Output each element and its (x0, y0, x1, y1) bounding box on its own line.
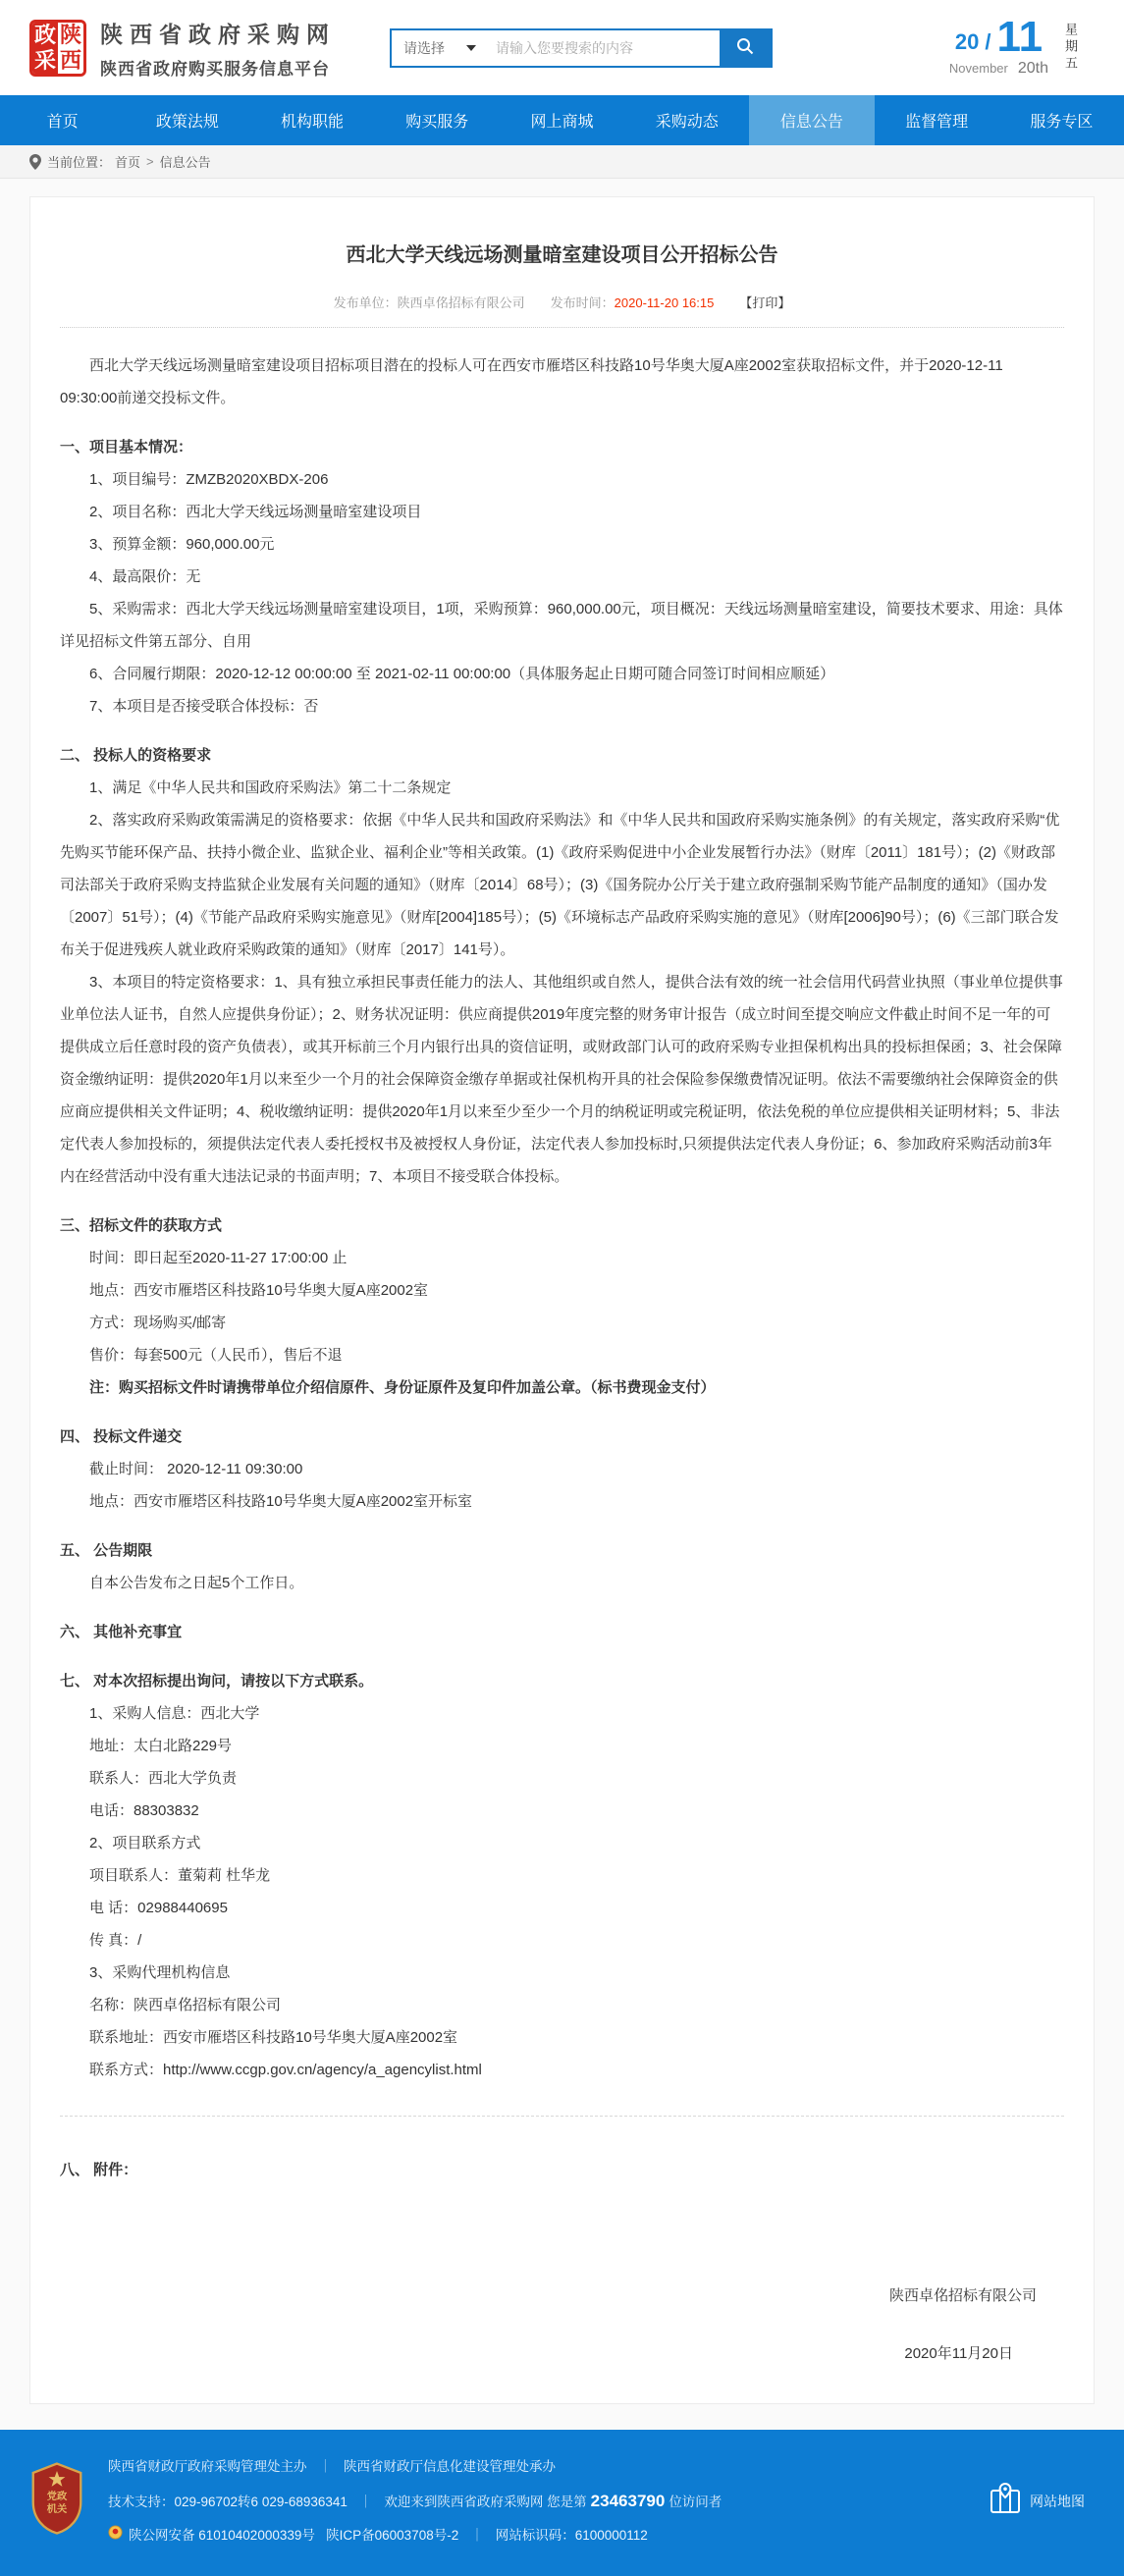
section-heading: 四、 投标文件递交 (60, 1428, 183, 1445)
svg-text:机关: 机关 (46, 2504, 68, 2516)
section-item: 注：购买招标文件时请携带单位介绍信原件、身份证原件及复印件加盖公章。（标书费现金支付） (89, 1379, 716, 1396)
nav-item-purchase-service[interactable]: 购买服务 (405, 114, 469, 131)
section-item: 电话：88303832 (89, 1802, 199, 1819)
footer-welcome: 欢迎来到陕西省政府采购网 您是第 (384, 2495, 587, 2510)
section-heading: 五、 公告期限 (60, 1542, 153, 1559)
logo-char: 陕 (59, 22, 81, 47)
section-item: 联系地址：西安市雁塔区科技路10号华奥大厦A座2002室 (89, 2029, 458, 2046)
section-heading: 三、招标文件的获取方式 (60, 1217, 223, 1234)
visitor-count: 23463790 (590, 2492, 666, 2511)
nav-item-procurement-news[interactable]: 采购动态 (655, 114, 719, 131)
site-titles (100, 17, 336, 80)
date-widget (948, 12, 1102, 79)
footer-tech-support: 技术支持：029-96702转6 029-68936341 (108, 2495, 348, 2510)
section-item: 2、项目联系方式 (89, 1835, 201, 1852)
breadcrumb-label: 当前位置： (47, 155, 112, 170)
signature-company: 陕西卓佲招标有限公司 (888, 2287, 1037, 2304)
publish-time-value: 2020-11-20 16:15 (614, 295, 715, 310)
search-bar (390, 28, 773, 68)
footer-line-3: 陕公网安备 61010402000339号 陕ICP备06003708号-2 ｜ 网站标识码：6100000112 (108, 2520, 722, 2550)
nav-list (0, 95, 1124, 145)
police-badge-icon (108, 2520, 123, 2550)
signature-block (60, 2280, 1064, 2370)
section-item: 项目联系人：董菊莉 杜华龙 (89, 1867, 271, 1884)
top-header (0, 0, 1124, 95)
sections-container (60, 431, 1064, 2186)
footer-visitor-suffix: 位访问者 (669, 2495, 723, 2510)
section-item: 1、采购人信息：西北大学 (89, 1705, 260, 1722)
section-item: 地点：西安市雁塔区科技路10号华奥大厦A座2002室开标室 (89, 1493, 473, 1510)
section-item: 3、采购代理机构信息 (89, 1964, 231, 1981)
publish-time: 发布时间：2020-11-20 16:15 (550, 295, 715, 310)
intro-paragraph: 西北大学天线远场测量暗室建设项目招标项目潜在的投标人可在西安市雁塔区科技路10号华奥大厦A座2002室获取招标文件，并于2020-12-11 09:30:00前递交投标文件。 (60, 357, 1003, 406)
section-item: 3、本项目的特定资格要求：1、具有独立承担民事责任能力的法人、其他组织或自然人，提供合法有效的统一社会信用代码营业执照（事业单位提供事业单位法人证书，自然人应提供身份证）；2、财务状况证明：供应商提供2019年度完整的财务审计报告（成立时间至提交响应文件截止时间不足一年的可提供成立后任意时段的资产负债表），或其开标前三个月内银行出具的资信证明，或财政部门认可的政府采购专业担保机构出具的投标担保函；3、社会保障资金缴纳证明：提供2020年1月以来至少一个月的社会保障资金缴存单据或社保机构开具的社会保险参保缴费情况证明。依法不需要缴纳社会保障资金的供应商应提供相关文件证明；4、税收缴纳证明：提供2020年1月以来至少至少一个月的纳税证明或完税证明，依法免税的单位应提供相关证明材料；5、非法定代表人参加投标的，须提供法定代表人委托授权书及被授权人身份证，法定代表人参加投标时,只须提供法定代表人身份证；6、参加政府采购活动前3年内在经营活动中没有重大违法记录的书面声明；7、本项目不接受联合体投标。 (60, 974, 1063, 1185)
section-item: 联系人：西北大学负责 (89, 1770, 238, 1787)
section-heading: 二、 投标人的资格要求 (60, 747, 212, 764)
announcement-card (29, 196, 1095, 2404)
sitemap-label: 网站地图 (1030, 2493, 1085, 2509)
logo-char: 政 (33, 22, 56, 47)
nav-item-functions[interactable]: 机构职能 (281, 114, 345, 131)
search-icon (735, 36, 755, 59)
logo-char: 采 (33, 47, 56, 73)
nav-item-service-zone[interactable]: 服务专区 (1030, 114, 1094, 131)
breadcrumb-separator: > (146, 154, 154, 169)
article-meta (60, 293, 1064, 328)
section-item: 1、项目编号：ZMZB2020XBDX-206 (89, 471, 329, 488)
print-button[interactable]: 【打印】 (739, 295, 791, 310)
footer-line-1: 陕西省财政厅政府采购管理处主办 ｜ 陕西省财政厅信息化建设管理处承办 (108, 2459, 556, 2474)
publisher: 发布单位：陕西卓佲招标有限公司 (333, 295, 525, 310)
section-divider (60, 2116, 1064, 2117)
date-weekday: 星期五 (1063, 23, 1078, 73)
section-item: 地址：太白北路229号 (89, 1738, 233, 1754)
section-item: 自本公告发布之日起5个工作日。 (89, 1575, 304, 1591)
section-heading: 八、 附件： (60, 2162, 138, 2178)
icp-record[interactable]: 陕ICP备06003708号-2 (326, 2528, 459, 2544)
nav-item-supervision[interactable]: 监督管理 (905, 114, 969, 131)
section-item: 5、采购需求：西北大学天线远场测量暗室建设项目，1项，采购预算：960,000.00元，项目概况：天线远场测量暗室建设，简要技术要求、用途：具体详见招标文件第五部分、自用 (60, 601, 1063, 650)
section-item: 时间：即日起至2020-11-27 17:00:00 止 (89, 1250, 348, 1266)
site-logo[interactable] (29, 20, 86, 77)
main-nav (0, 95, 1124, 145)
search-button[interactable] (720, 30, 771, 66)
nav-item-online-mall[interactable]: 网上商城 (530, 114, 594, 131)
section-item: 传 真：/ (89, 1932, 142, 1949)
footer (0, 2430, 1124, 2576)
section-heading: 七、 对本次招标提出询问，请按以下方式联系。 (60, 1673, 374, 1690)
section-item: 1、满足《中华人民共和国政府采购法》第二十二条规定 (89, 779, 452, 796)
date-day-en: 20th (1017, 60, 1048, 78)
search-input[interactable] (486, 30, 720, 66)
footer-organizer: 陕西省财政厅政府采购管理处主办 (108, 2459, 307, 2474)
breadcrumb (0, 145, 1124, 179)
date-month: 11 (996, 12, 1044, 61)
search-category-select[interactable] (392, 30, 486, 66)
government-badge-icon (29, 2461, 84, 2541)
signature-date: 2020年11月20日 (904, 2345, 1013, 2362)
section-item: 4、最高限价：无 (89, 568, 201, 585)
search-select-label: 请选择 (403, 39, 445, 56)
date-day: 20 / (954, 28, 991, 54)
nav-item-home[interactable]: 首页 (46, 114, 79, 131)
section-item: 方式：现场购买/邮寄 (89, 1315, 227, 1331)
section-item: 7、本项目是否接受联合体投标：否 (89, 698, 319, 715)
svg-text:党政: 党政 (46, 2492, 68, 2503)
sitemap-icon (989, 2483, 1022, 2519)
section-item: 售价：每套500元（人民币），售后不退 (89, 1347, 343, 1364)
date-month-en: November (948, 61, 1008, 77)
site-id: 网站标识码：6100000112 (495, 2528, 648, 2544)
footer-text (108, 2451, 722, 2550)
section-item: 电 话：02988440695 (89, 1900, 228, 1916)
logo-char: 西 (59, 47, 81, 73)
section-item: 2、落实政府采购政策需满足的资格要求：依据《中华人民共和国政府采购法》和《中华人民共和国政府采购实施条例》的有关规定，落实政府采购“优先购买节能环保产品、扶持小微企业、监狱企业、福利企业”等相关政策。(1)《政府采购促进中小企业发展暂行办法》（财库〔2011〕181号）；(2)《财政部 司法部关于政府采购支持监狱企业发展有关问题的通知》（财库〔2014〕68号）；(3)《国务院办公厅关于建立政府强制采购节能产品制度的通知》（国办发〔2007〕51号）；(4)《节能产品政府采购实施意见》（财库[2004]185号）；(5)《环境标志产品政府采购实施的意见》（财库[2006]90号）；(6)《三部门联合发布关于促进残疾人就业政府采购政策的通知》（财库〔2017〕141号）。 (60, 812, 1060, 958)
breadcrumb-home-link[interactable]: 首页 (115, 155, 141, 170)
footer-co-organizer: 陕西省财政厅信息化建设管理处承办 (344, 2459, 556, 2474)
section-item: 联系方式：http://www.ccgp.gov.cn/agency/a_agencylist.html (89, 2062, 482, 2078)
location-pin-icon (29, 154, 41, 170)
nav-item-announcements[interactable]: 信息公告 (749, 95, 874, 145)
main-content (0, 179, 1124, 2430)
section-heading: 六、 其他补充事宜 (60, 1624, 183, 1640)
site-subtitle: 陕西省政府购买服务信息平台 (100, 59, 330, 79)
date-main (948, 12, 1048, 79)
section-heading: 一、项目基本情况： (60, 439, 193, 456)
section-item: 3、预算金额：960,000.00元 (89, 536, 275, 553)
beian-record[interactable]: 陕公网安备 61010402000339号 (108, 2520, 315, 2550)
site-title: 陕西省政府采购网 (100, 21, 336, 47)
section-item: 6、合同履行期限：2020-12-12 00:00:00 至 2021-02-11 00:00:00（具体服务起止日期可随合同签订时间相应顺延） (89, 666, 835, 682)
footer-line-2: 技术支持：029-96702转6 029-68936341 ｜ 欢迎来到陕西省政府采购网 您是第 23463790 位访问者 (108, 2492, 723, 2511)
page-title: 西北大学天线远场测量暗室建设项目公开招标公告 (346, 244, 778, 266)
article-body (60, 349, 1064, 2370)
sitemap-link[interactable] (989, 2483, 1085, 2519)
chevron-down-icon (466, 45, 476, 51)
breadcrumb-current[interactable]: 信息公告 (159, 155, 211, 170)
section-item: 2、项目名称：西北大学天线远场测量暗室建设项目 (89, 504, 422, 520)
nav-item-policy[interactable]: 政策法规 (155, 114, 219, 131)
section-item: 地点：西安市雁塔区科技路10号华奥大厦A座2002室 (89, 1282, 429, 1299)
section-item: 名称：陕西卓佲招标有限公司 (89, 1997, 282, 2013)
section-item: 截止时间： 2020-12-11 09:30:00 (89, 1461, 303, 1477)
